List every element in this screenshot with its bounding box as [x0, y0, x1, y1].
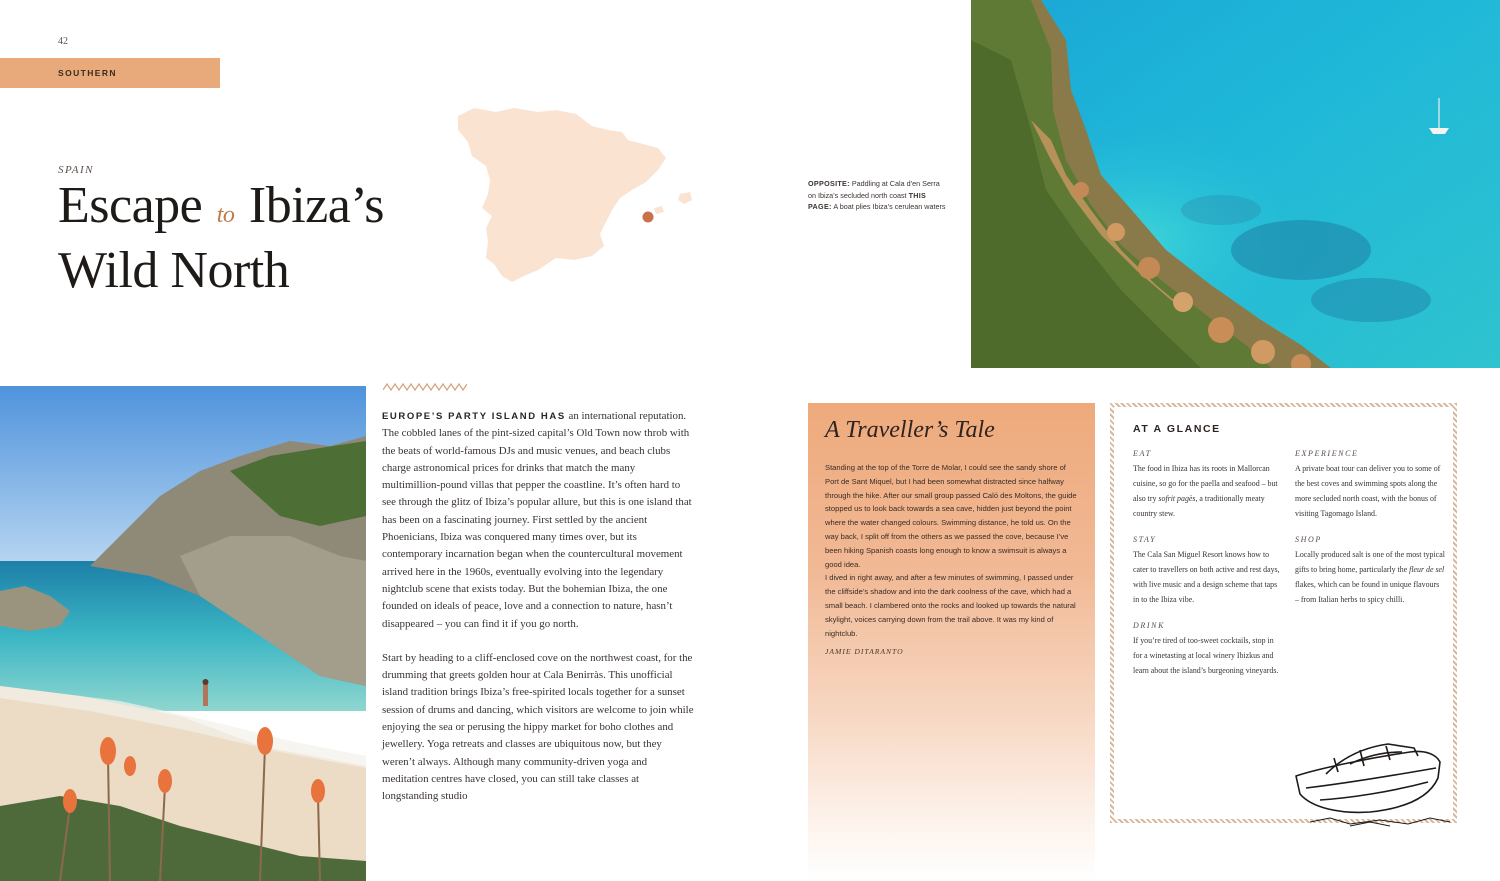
beach-photo-illustration	[0, 386, 366, 881]
glance-shop-text-b: flakes, which can be found in unique flavours – from Italian herbs to spicy chilli.	[1295, 580, 1440, 604]
article-body	[382, 408, 694, 823]
title-part2: Ibiza’s	[248, 177, 385, 234]
glance-shop	[1295, 535, 1445, 607]
glance-eat-text-a: The food in Ibiza has its roots in Mallorcan cuisine, so go for the paella and seafood – but also try	[1133, 464, 1278, 503]
glance-drink-heading: DRINK	[1133, 621, 1165, 630]
glance-shop-text-italic: fleur de sel	[1409, 565, 1445, 574]
glance-eat-text-b: , a traditionally meaty country stew.	[1133, 494, 1265, 518]
tale-paragraph-1: Standing at the top of the Torre de Molar, I could see the sandy shore of Port de Sant Miquel, but I had been somewhat distracted since halfway through the hike. After our small group passed Caló des Moltons, the guide stopped us to look back towards a sea cave, hidden just beyond the point where the water changed colours. Swimming distance, he told us. On the way back, I split off from the others as we passed the cove, because I’ve been hiking Spanish coasts long enough to know a swimsuit is always a good idea.	[825, 463, 1077, 569]
glance-experience-text: A private boat tour can deliver you to some of the best coves and swimming spots along the more secluded north coast, with the bonus of visiting Tagomago Island.	[1295, 464, 1441, 518]
glance-left-column	[1133, 449, 1283, 692]
glance-title: AT A GLANCE	[1133, 423, 1221, 435]
caption-opposite-label: OPPOSITE:	[808, 179, 850, 188]
title-part1: Escape	[58, 177, 203, 234]
spain-mainland-shape	[458, 108, 666, 282]
glance-shop-text-a: Locally produced salt is one of the most typical gifts to bring home, particularly the	[1295, 550, 1445, 574]
glance-shop-text	[1295, 547, 1445, 607]
ibiza-shape	[654, 206, 664, 214]
lead-in: EUROPE’S PARTY ISLAND HAS	[382, 411, 566, 422]
tale-paragraph-2: I dived in right away, and after a few minutes of swimming, I passed under the cliffside’s shadow and into the dark coolness of the cave, which had a small beach. I clambered onto the rocks and looked up towards the natural skylight, voices carrying down from the trail above. It was my kind of nightclub.	[825, 573, 1076, 638]
glance-right-column	[1295, 449, 1445, 621]
glance-stay	[1133, 535, 1283, 607]
section-tab	[0, 58, 220, 88]
photo-caption	[808, 178, 948, 213]
glance-drink-text: If you’re tired of too-sweet cocktails, stop in for a winetasting at local winery Ibizkus and learn about the island’s burgeoning vineyards.	[1133, 636, 1279, 675]
tale-body	[825, 461, 1080, 640]
glance-stay-text: The Cala San Miguel Resort knows how to cater to travellers on both active and rest days, with live music and a design scheme that taps in to the Ibiza vibe.	[1133, 550, 1280, 604]
glance-shop-heading: SHOP	[1295, 535, 1322, 544]
glance-eat	[1133, 449, 1283, 521]
spain-map-icon	[452, 100, 702, 290]
glance-experience-heading: EXPERIENCE	[1295, 449, 1359, 458]
title-connector: to	[216, 202, 235, 228]
zigzag-divider	[383, 383, 467, 391]
title-line2: Wild North	[58, 242, 290, 299]
boat-sketch-icon	[1290, 738, 1455, 830]
tale-title: A Traveller’s Tale	[825, 417, 995, 443]
article-title	[58, 178, 458, 299]
page-number: 42	[58, 36, 68, 47]
article-paragraph-2: Start by heading to a cliff-enclosed cove on the northwest coast, for the drumming that greets golden hour at Cala Benirràs. This unofficial island tradition brings Ibiza’s free-spirited locals together for a sunset session of drums and dancing, which visitors are welcome to join while enjoying the sea or perusing the hippy market for boho clothes and jewellery. Yoga retreats and classes are ubiquitous now, but they weren’t always. Although many community-driven yoga and meditation centres have closed, you can still take classes at longstanding studio	[382, 651, 694, 803]
glance-experience	[1295, 449, 1445, 521]
section-label: SOUTHERN	[58, 68, 117, 78]
glance-drink	[1133, 621, 1283, 678]
paragraph-1-text: an international reputation. The cobbled lanes of the pint-sized capital’s Old Town now throb with the beats of world-famous DJs and music venues, and beach clubs charge astronomical prices for drinks that match the many multimillion-pound villas that pepper the coastline. It’s often hard to see through the glitz of Ibiza’s popular allure, but this is one island that has been on a fascinating journey. First settled by the ancient Phoenicians, Ibiza was conquered many times over, but its contemporary incarnation began when the countercultural movement arrived here in the 1960s, eventually evolving into the legendary nightclub scene that exists today. But the bohemian Ibiza, the one founded on ideals of peace, love and a connection to nature, hasn’t disappeared – you can find it if you go north.	[382, 410, 692, 630]
beach-photo	[0, 386, 366, 881]
glance-eat-text	[1133, 461, 1283, 521]
country-label: SPAIN	[58, 164, 95, 176]
tale-author: JAMIE DITARANTO	[825, 647, 904, 656]
caption-opposite-text: Paddling at Cala d’en Serra on Ibiza’s secluded north coast	[808, 179, 940, 200]
mallorca-shape	[678, 192, 692, 204]
ibiza-marker-icon	[643, 212, 654, 223]
glance-eat-heading: EAT	[1133, 449, 1152, 458]
caption-this-page-text: A boat plies Ibiza’s cerulean waters	[831, 202, 946, 211]
article-paragraph-1	[382, 408, 694, 633]
glance-eat-text-italic: sofrit pagès	[1158, 494, 1196, 503]
glance-stay-heading: STAY	[1133, 535, 1157, 544]
travellers-tale-box	[808, 403, 1095, 881]
caption-this-page-label: THIS PAGE:	[808, 190, 927, 211]
coastline-photo-illustration	[971, 0, 1500, 368]
coastline-photo	[971, 0, 1500, 368]
